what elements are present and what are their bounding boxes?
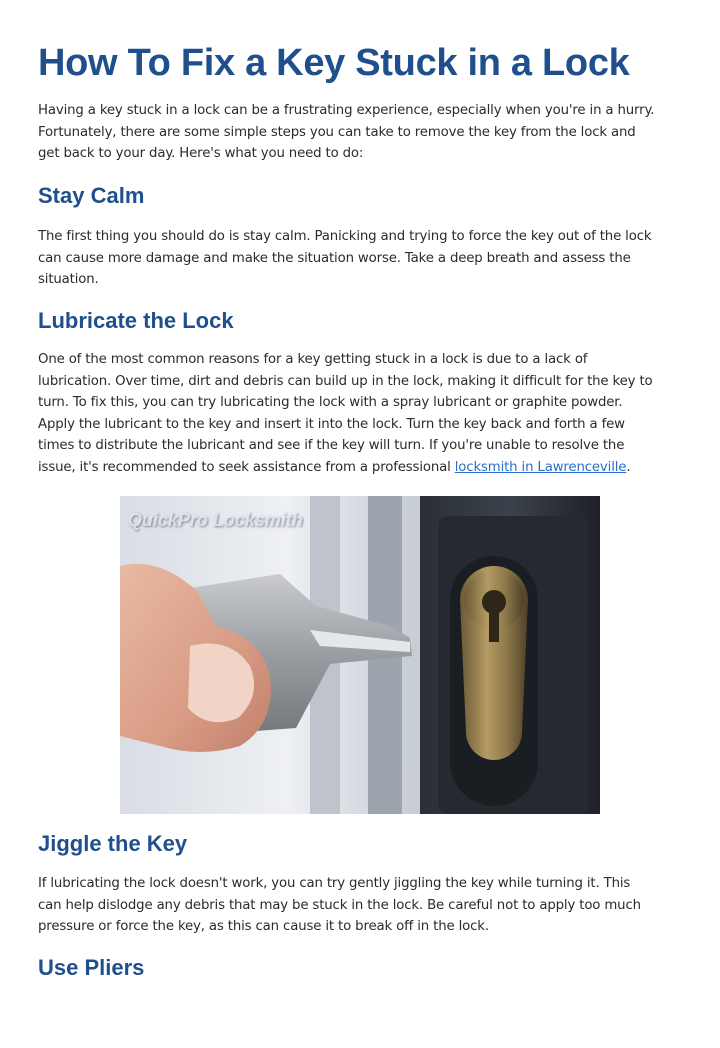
paragraph-text: issue, it's recommended to seek assistance from a professional — [38, 459, 455, 475]
jiggle-paragraph — [38, 873, 688, 938]
heading-stay-calm: Stay Calm — [38, 183, 145, 208]
intro-line: Having a key stuck in a lock can be a frustrating experience, especially when you're in a hurry. — [38, 103, 655, 118]
paragraph-line: can help dislodge any debris that may be stuck in the lock. Be careful not to apply too much — [38, 897, 641, 913]
heading-lubricate-the-lock: Lubricate the Lock — [38, 308, 234, 333]
paragraph-last-line — [38, 457, 688, 479]
heading-jiggle-the-key: Jiggle the Key — [38, 831, 188, 856]
paragraph-line: lubrication. Over time, dirt and debris can build up in the lock, making it difficult for the key to — [38, 373, 653, 389]
paragraph-line: The first thing you should do is stay calm. Panicking and trying to force the key out of the lock — [38, 229, 652, 244]
paragraph-line: One of the most common reasons for a key getting stuck in a lock is due to a lack of — [38, 352, 588, 367]
lubricate-paragraph — [38, 349, 688, 479]
image-watermark: QuickPro Locksmith — [128, 510, 304, 530]
intro-line: Fortunately, there are some simple steps you can take to remove the key from the lock and — [38, 124, 636, 140]
paragraph-line: can cause more damage and make the situation worse. Take a deep breath and assess the — [38, 250, 631, 266]
paragraph-line: pressure or force the key, as this can cause it to break off in the lock. — [38, 919, 489, 935]
paragraph-line: situation. — [38, 272, 99, 288]
intro-line: get back to your day. Here's what you need to do: — [38, 146, 364, 162]
intro-paragraph — [38, 100, 688, 165]
key-in-lock-photo — [120, 496, 600, 814]
page-title: How To Fix a Key Stuck in a Lock — [38, 42, 630, 84]
paragraph-line: Apply the lubricant to the key and insert it into the lock. Turn the key back and forth a few — [38, 416, 625, 432]
paragraph-text: . — [626, 459, 631, 475]
heading-use-pliers: Use Pliers — [38, 955, 145, 980]
hand-holding-key-icon — [120, 496, 600, 814]
paragraph-line: If lubricating the lock doesn't work, you can try gently jiggling the key while turning it. This — [38, 876, 631, 891]
paragraph-line: turn. To fix this, you can try lubricating the lock with a spray lubricant or graphite powder. — [38, 395, 623, 411]
locksmith-lawrenceville-link[interactable]: locksmith in Lawrenceville — [454, 459, 627, 475]
stay-calm-paragraph — [38, 226, 688, 291]
paragraph-line: times to distribute the lubricant and see if the key will turn. If you're unable to resolve the — [38, 438, 625, 454]
